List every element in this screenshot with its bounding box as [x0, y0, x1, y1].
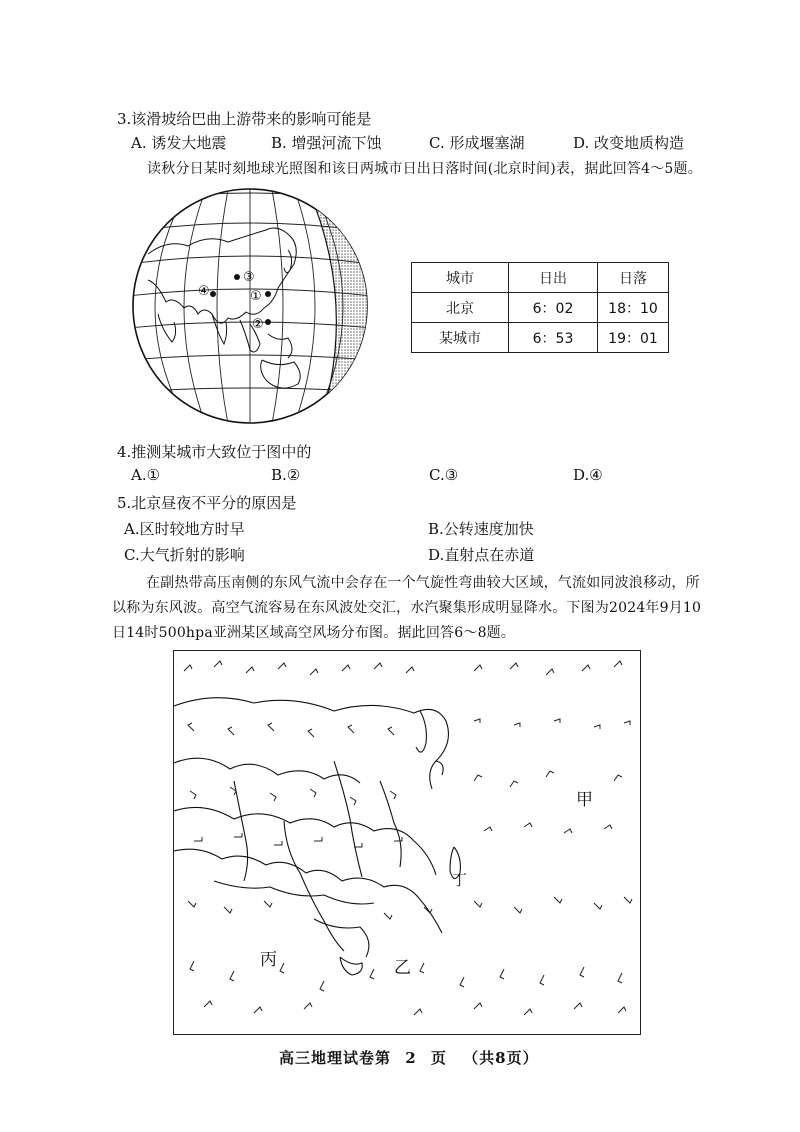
q3-option-d: D. 改变地质构造: [573, 134, 685, 152]
q5-option-a: A.区时较地方时早: [124, 520, 245, 538]
table-cell: 某城市: [412, 323, 509, 353]
map-label-jia: 甲: [576, 790, 593, 810]
globe-illumination-figure: [128, 184, 373, 429]
table-cell: 19：01: [598, 323, 669, 353]
footer-page-number: 2: [405, 1049, 417, 1067]
q5-option-c: C.大气折射的影响: [124, 546, 245, 564]
marker-4: ④: [198, 284, 210, 299]
q4-stem: 4.推测某城市大致位于图中的: [117, 443, 312, 461]
table-cell: 18：10: [598, 293, 669, 323]
q4-option-b: B.②: [271, 466, 301, 484]
map-label-bing: 丙: [260, 950, 277, 970]
table-header-city: 城市: [412, 263, 509, 293]
intro-6-8-line-1: 在副热带高压南侧的东风气流中会存在一个气旋性弯曲较大区域，气流如同波浪移动，所: [146, 575, 700, 591]
table-row: [412, 323, 669, 353]
intro-4-5: 读秋分日某时刻地球光照图和该日两城市日出日落时间(北京时间)表，据此回答4～5题。: [147, 161, 702, 177]
marker-1: ①: [250, 289, 262, 304]
table-cell: 6：02: [509, 293, 598, 323]
q5-stem: 5.北京昼夜不平分的原因是: [117, 494, 297, 512]
map-label-ding: 丁: [452, 871, 468, 889]
intro-6-8-line-2: 以称为东风波。高空气流容易在东风波处交汇，水汽聚集形成明显降水。下图为2024年9月10: [112, 600, 702, 616]
q5-option-b: B.公转速度加快: [428, 520, 534, 538]
map-label-yi: 乙: [394, 958, 411, 978]
q4-option-c: C.③: [429, 466, 459, 484]
footer-total-pages: （共8页）: [463, 1049, 539, 1067]
table-header-sunset: 日落: [598, 263, 669, 293]
sunrise-sunset-table: [411, 262, 669, 353]
marker-3: ③: [243, 270, 255, 285]
q5-option-d: D.直射点在赤道: [428, 546, 535, 564]
q3-option-c: C. 形成堰塞湖: [429, 134, 525, 152]
table-cell: 6：53: [509, 323, 598, 353]
q3-option-b: B. 增强河流下蚀: [271, 134, 382, 152]
table-cell: 北京: [412, 293, 509, 323]
table-header-sunrise: 日出: [509, 263, 598, 293]
intro-6-8-line-3: 日14时500hpa亚洲某区域高空风场分布图。据此回答6～8题。: [112, 625, 516, 641]
footer-page-unit: 页: [430, 1049, 447, 1067]
table-row: [412, 293, 669, 323]
marker-2: ②: [252, 317, 264, 332]
footer-prefix: 高三地理试卷第: [279, 1049, 392, 1067]
wind-field-map: [173, 650, 641, 1035]
table-header-row: [412, 263, 669, 293]
q3-option-a: A. 诱发大地震: [131, 134, 227, 152]
q4-option-d: D.④: [573, 466, 603, 484]
q4-option-a: A.①: [131, 466, 161, 484]
q3-stem: 3.该滑坡给巴曲上游带来的影响可能是: [117, 110, 372, 128]
page-footer: [279, 1047, 539, 1068]
